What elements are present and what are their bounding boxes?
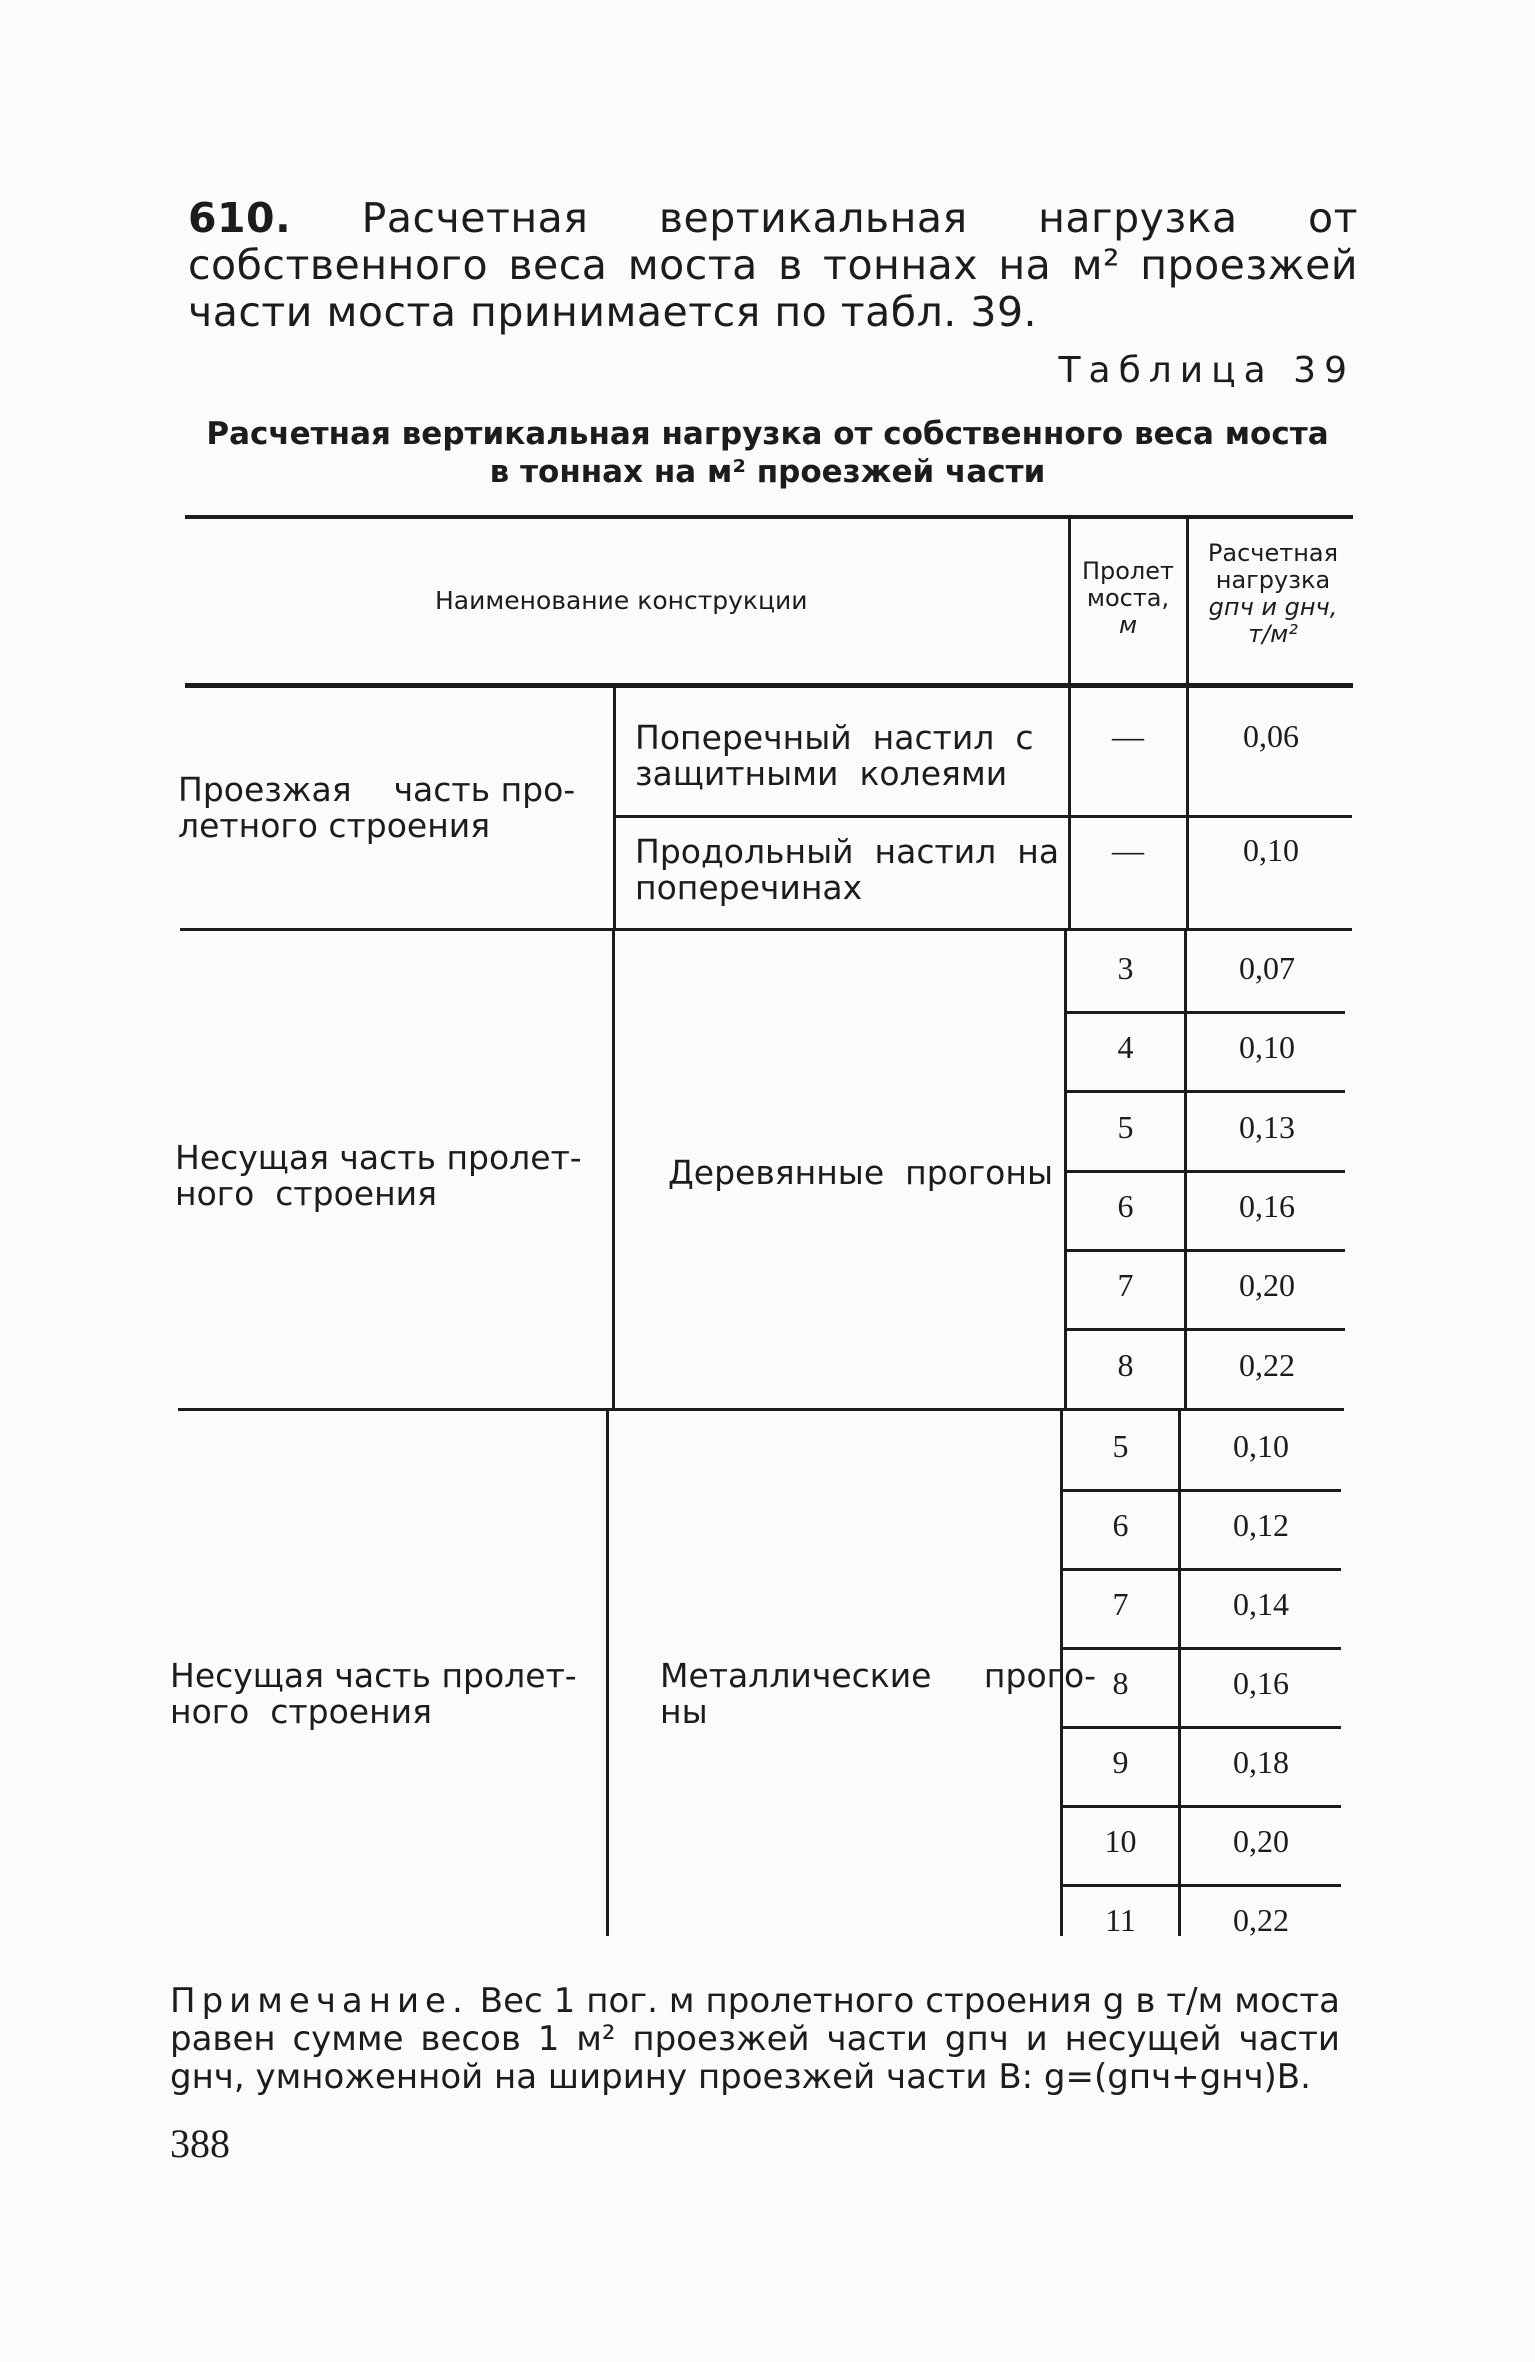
group1-divider-a <box>613 688 616 928</box>
header-name: Наименование конструкции <box>435 586 808 615</box>
group1-row-1-span: — <box>1112 718 1144 754</box>
group3-row-2-load: 0,12 <box>1233 1507 1289 1543</box>
group1-row-2-load: 0,10 <box>1243 832 1299 868</box>
group3-row-3-span: 7 <box>1112 1586 1129 1622</box>
group3-name-line-1: Несущая часть пролет- <box>170 1656 577 1695</box>
group2-row-1-span: 3 <box>1117 950 1134 986</box>
group3-row-6-span: 10 <box>1104 1823 1137 1859</box>
group1-divider-c <box>1186 688 1189 928</box>
group2-name-line-1: Несущая часть пролет- <box>175 1138 582 1177</box>
group2-name <box>175 1140 582 1212</box>
group1-row-1-sub <box>635 720 1034 792</box>
group1-row-2-sub-line-1: Продольный настил на <box>635 832 1060 871</box>
group2-row-4-span: 6 <box>1117 1188 1134 1224</box>
group3-row-4-load: 0,16 <box>1233 1665 1289 1701</box>
group3-name-line-2: ного строения <box>170 1692 432 1731</box>
group1-row-2-sub-line-2: поперечинах <box>635 868 863 907</box>
note-text: Вес 1 пог. м пролетного строения g в т/м моста равен сумме весов 1 м² проезжей части gпч и несущей части gнч, умноженной на ширину проезжей части B: g=(gпч+gнч)B. <box>170 1981 1340 2097</box>
header-divider-1 <box>1068 519 1071 683</box>
group1-row-1-sub-line-1: Поперечный настил с <box>635 718 1034 757</box>
note-label: Примечание. <box>170 1981 469 2021</box>
group2-row-4-load: 0,16 <box>1239 1188 1295 1224</box>
caption-line-2: в тоннах на м² проезжей части <box>489 454 1046 490</box>
group3-row-3-load: 0,14 <box>1233 1586 1289 1622</box>
group2-row-6-span: 8 <box>1117 1347 1134 1383</box>
group1-row-2-sub <box>635 834 1059 906</box>
group3-name <box>170 1658 577 1730</box>
group2-bottom-rule <box>178 1408 1344 1411</box>
group1-row-1-sub-line-2: защитными колеями <box>635 754 1008 793</box>
intro-paragraph <box>188 195 1358 336</box>
group2-divider-a <box>612 931 615 1408</box>
group3-row-7-span: 11 <box>1105 1902 1136 1938</box>
group2-sub: Деревянные прогоны <box>668 1153 1053 1192</box>
header-load-line-2: нагрузка <box>1215 566 1331 594</box>
group2-row-3-load: 0,13 <box>1239 1109 1295 1145</box>
group1-name <box>178 772 598 844</box>
group1-row-2-span: — <box>1112 832 1144 868</box>
group3-row-7-load: 0,22 <box>1233 1902 1289 1938</box>
group3-row-2-span: 6 <box>1112 1507 1129 1543</box>
group2-row-2-span: 4 <box>1117 1029 1134 1065</box>
group1-row-1-load: 0,06 <box>1243 718 1299 754</box>
header-load-line-1: Расчетная <box>1207 539 1339 567</box>
header-span-line-2: моста, <box>1086 584 1170 612</box>
header-load <box>1192 540 1354 648</box>
header-load-line-3: gпч и gнч, <box>1208 593 1338 621</box>
header-bottom-rule <box>185 683 1353 688</box>
group3-row-1-load: 0,10 <box>1233 1428 1289 1464</box>
group2-row-1-load: 0,07 <box>1239 950 1295 986</box>
group2-row-rule-4 <box>1067 1249 1345 1252</box>
group3-row-rule-2 <box>1063 1568 1341 1571</box>
group1-bottom-rule <box>180 928 1352 931</box>
caption-line-1: Расчетная вертикальная нагрузка от собственного веса моста <box>206 416 1329 452</box>
group2-name-line-2: ного строения <box>175 1174 437 1213</box>
group2-row-rule-3 <box>1067 1170 1345 1173</box>
table-note <box>170 1982 1340 2096</box>
group2-row-5-load: 0,20 <box>1239 1267 1295 1303</box>
paragraph-number: 610. <box>188 194 292 242</box>
group1-row-rule <box>616 815 1352 818</box>
header-span <box>1072 558 1184 639</box>
group2-row-2-load: 0,10 <box>1239 1029 1295 1065</box>
group2-row-rule-2 <box>1067 1090 1345 1093</box>
group2-row-rule-1 <box>1067 1011 1345 1014</box>
group1-name-line-1: Проезжая часть про- <box>178 770 576 809</box>
group3-row-6-load: 0,20 <box>1233 1823 1289 1859</box>
group1-name-line-2: летного строения <box>178 806 491 845</box>
page-number: 388 <box>170 2121 230 2166</box>
group1-divider-b <box>1068 688 1071 928</box>
group3-row-rule-1 <box>1063 1489 1341 1492</box>
table-caption <box>180 415 1355 491</box>
group2-row-3-span: 5 <box>1117 1109 1134 1145</box>
header-load-line-4: т/м² <box>1248 620 1298 648</box>
group3-row-1-span: 5 <box>1112 1428 1129 1464</box>
group3-sub-line-2: ны <box>660 1692 708 1731</box>
header-divider-2 <box>1186 519 1189 683</box>
group3-row-5-span: 9 <box>1112 1744 1129 1780</box>
group3-row-rule-3 <box>1063 1647 1341 1650</box>
group2-row-5-span: 7 <box>1117 1267 1134 1303</box>
group3-sub-line-1: Металлические прого- <box>660 1656 1097 1695</box>
group3-divider-a <box>606 1411 609 1936</box>
group3-row-rule-5 <box>1063 1805 1341 1808</box>
group3-sub <box>660 1658 1096 1730</box>
group3-row-rule-6 <box>1063 1884 1341 1887</box>
header-span-line-3: м <box>1118 611 1138 639</box>
group2-row-6-load: 0,22 <box>1239 1347 1295 1383</box>
group3-row-4-span: 8 <box>1112 1665 1129 1701</box>
group2-row-rule-5 <box>1067 1328 1345 1331</box>
table-label: Таблица 39 <box>1058 350 1355 391</box>
group3-row-5-load: 0,18 <box>1233 1744 1289 1780</box>
group3-row-rule-4 <box>1063 1726 1341 1729</box>
header-span-line-1: Пролет <box>1081 557 1175 585</box>
table-top-rule <box>185 515 1353 519</box>
paragraph-text: Расчетная вертикальная нагрузка от собственного веса моста в тоннах на м² проезжей части моста принимается по табл. 39. <box>188 194 1358 336</box>
